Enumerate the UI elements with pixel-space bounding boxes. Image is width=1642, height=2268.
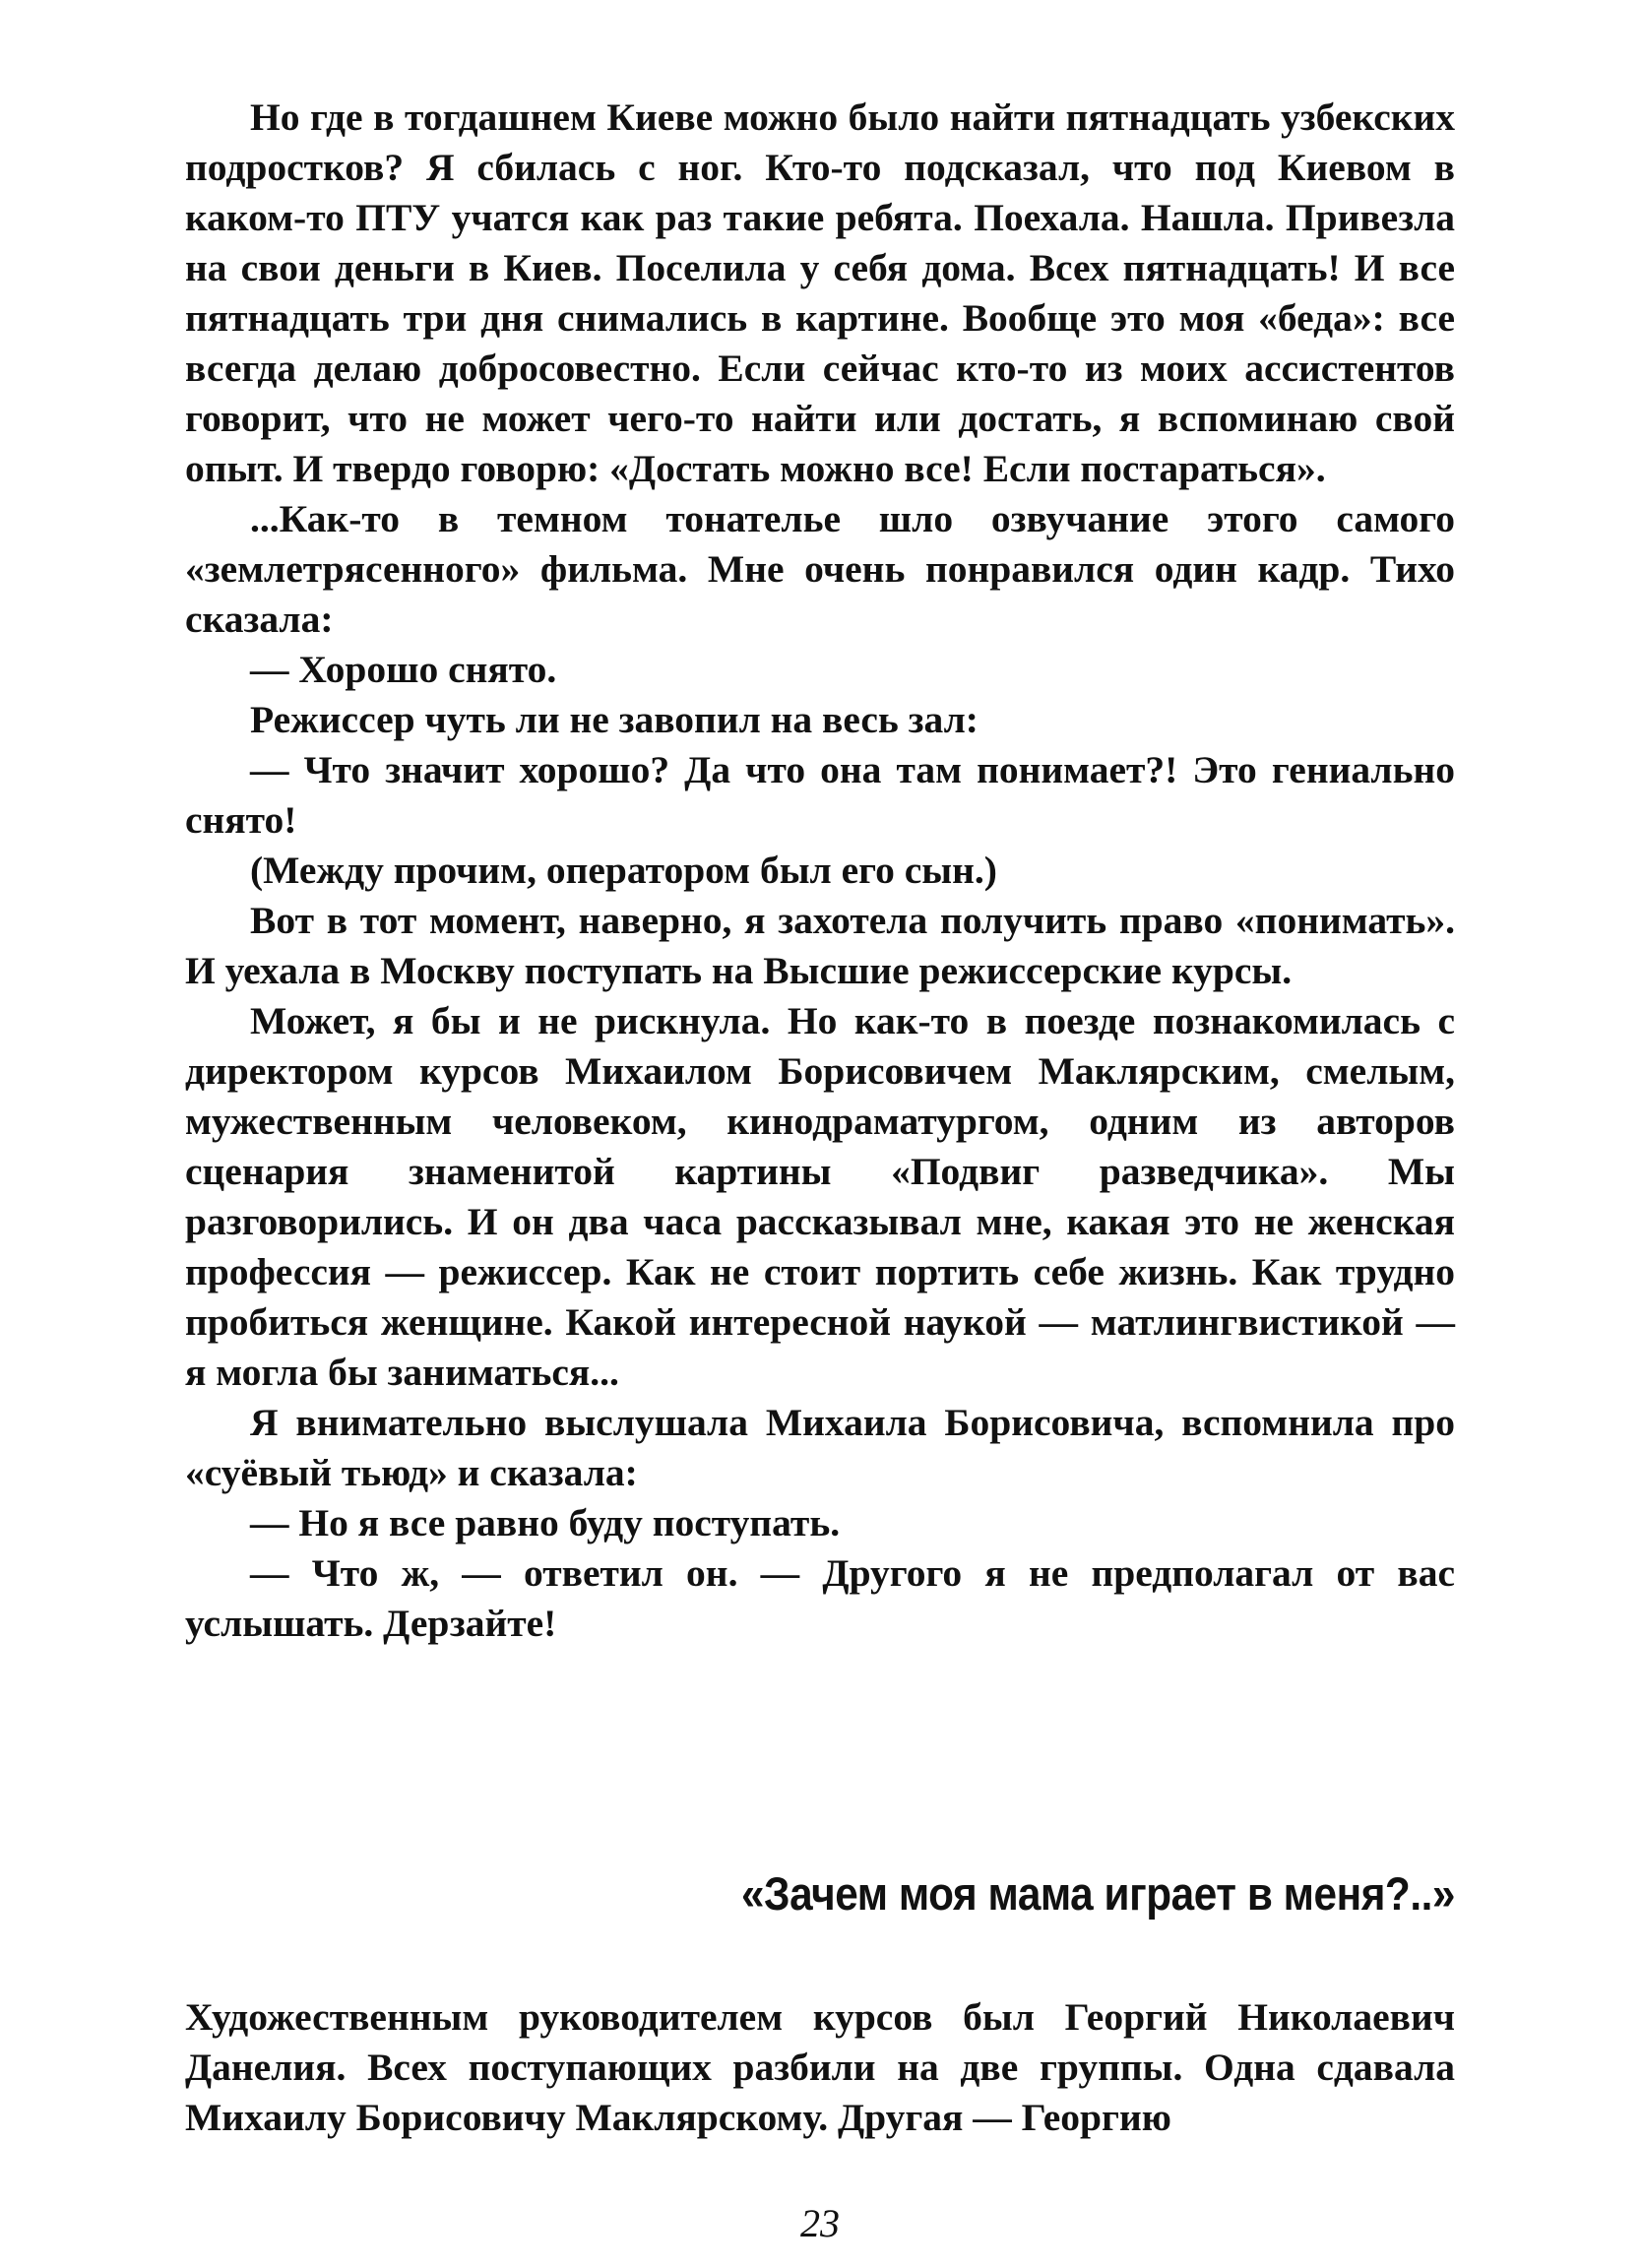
chapter-text-block bbox=[185, 1992, 1455, 2143]
book-page bbox=[185, 93, 1455, 2245]
paragraph: — Что ж, — ответил он. — Другого я не предполагал от вас услышать. Дерзайте! bbox=[185, 1551, 1455, 1645]
paragraph: Может, я бы и не рискнула. Но как-то в поезде познакомилась с директором курсов Михаилом Борисовичем Маклярским, смелым, мужественным человеком, кинодраматургом, одним из авторов сценария знаменитой картины «Подвиг разведчика». Мы разговорились. И он два часа рассказывал мне, какая это не женская профессия — режиссер. Как не стоит портить себе жизнь. Как трудно пробиться женщине. Какой интересной наукой — матлингвистикой — я могла бы заниматься... bbox=[185, 999, 1455, 1394]
paragraph: (Между прочим, оператором был его сын.) bbox=[250, 849, 997, 892]
paragraph: — Но я все равно буду поступать. bbox=[250, 1501, 841, 1544]
paragraph: — Что значит хорошо? Да что она там понимает?! Это гениально снято! bbox=[185, 748, 1455, 842]
paragraph: Режиссер чуть ли не завопил на весь зал: bbox=[250, 698, 979, 741]
page-number: 23 bbox=[800, 2201, 840, 2245]
paragraph: Я внимательно выслушала Михаила Борисовича, вспомнила про «суёвый тьюд» и сказала: bbox=[185, 1401, 1455, 1494]
paragraph: Но где в тогдашнем Киеве можно было найти пятнадцать узбекских подростков? Я сбилась с ног. Кто-то подсказал, что под Киевом в каком-то ПТУ учатся как раз такие ребята. Поехала. Нашла. Привезла на свои деньги в Киев. Поселила у себя дома. Всех пятнадцать! И все пятнадцать три дня снимались в картине. Вообще это моя «беда»: все всегда делаю добросовестно. Если сейчас кто-то из моих ассистентов говорит, что не может чего-то найти или достать, я вспоминаю свой опыт. И твердо говорю: «Достать можно все! Если постараться». bbox=[185, 95, 1455, 490]
paragraph: — Хорошо снято. bbox=[250, 648, 557, 691]
chapter-title: «Зачем моя мама играет в меня?..» bbox=[740, 1867, 1455, 1920]
paragraph: ...Как-то в темном тонателье шло озвучание этого самого «землетрясенного» фильма. Мне очень понравился один кадр. Тихо сказала: bbox=[185, 497, 1455, 641]
paragraph: Художественным руководителем курсов был Георгий Николаевич Данелия. Всех поступающих разбили на две группы. Одна сдавала Михаилу Борисовичу Маклярскому. Другая — Георгию bbox=[185, 1995, 1455, 2139]
main-text-block bbox=[185, 93, 1455, 1649]
paragraph: Вот в тот момент, наверно, я захотела получить право «понимать». И уехала в Москву поступать на Высшие режиссерские курсы. bbox=[185, 899, 1455, 992]
chapter-heading-block bbox=[185, 1864, 1455, 1923]
